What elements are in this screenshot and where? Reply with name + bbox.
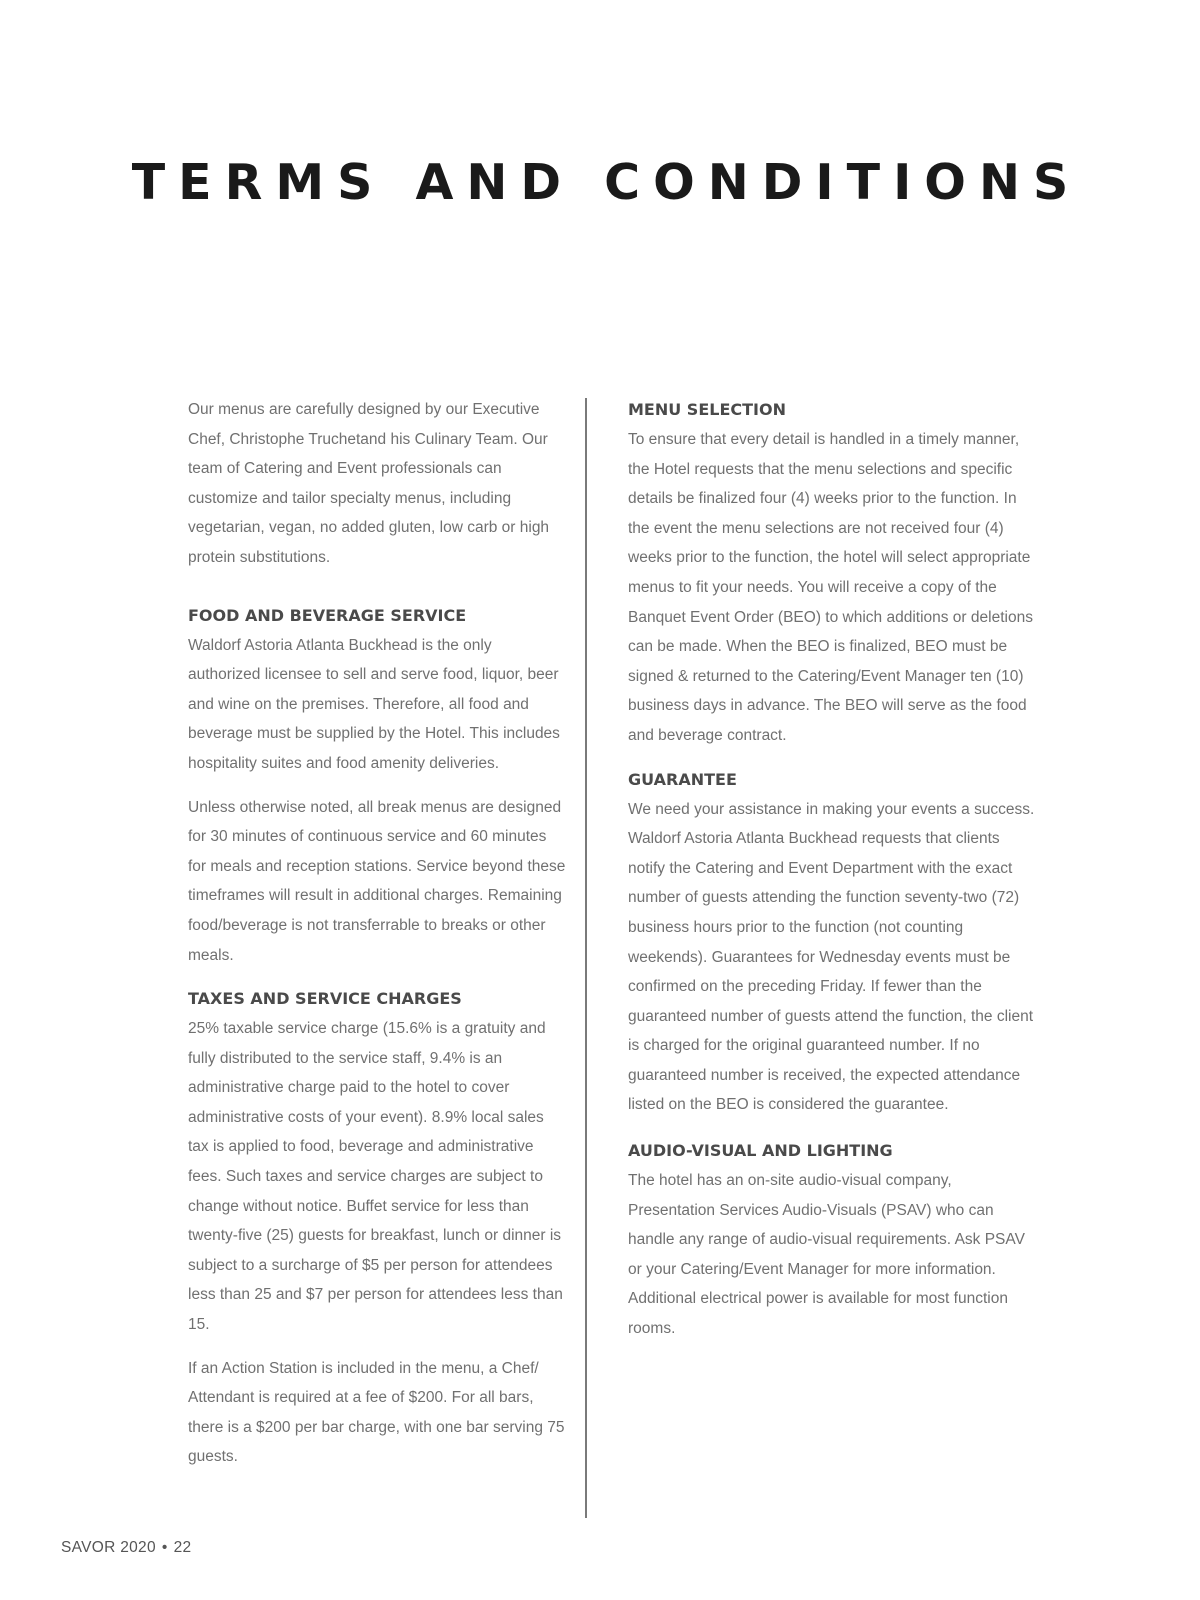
footer-separator: • [161, 1539, 168, 1556]
page-title: TERMS AND CONDITIONS [131, 154, 1082, 211]
page-footer [61, 1539, 191, 1557]
page-number: 22 [173, 1539, 192, 1556]
guarantee-heading: GUARANTEE [628, 769, 737, 789]
taxes-paragraph: 25% taxable service charge (15.6% is a gratuity and fully distributed to the service staff, 9.4% is an administrative charge paid to the hotel to cover administrative costs of your event). 8.9% local sales tax is applied to food, beverage and administrative fees. Such taxes and service charges are subject to change without notice. Buffet service for less than twenty-five (25) guests for breakfast, lunch or dinner is subject to a surcharge of $5 per person for attendees less than 25 and $7 per person for attendees less than 15. [188, 1020, 563, 1334]
menu-selection-heading: MENU SELECTION [628, 400, 786, 419]
action-station-paragraph: If an Action Station is included in the menu, a Chef/ Attendant is required at a fee of $200. For all bars, there is a $200 per bar charge, with one bar serving 75 guests. [188, 1359, 565, 1466]
column-divider [585, 398, 587, 1518]
intro-paragraph: Our menus are carefully designed by our Executive Chef, Christophe Truchetand his Culinary Team. Our team of Catering and Event professionals can customize and tailor specialty menus, including vegetarian, vegan, no added gluten, low carb or high protein substitutions. [188, 401, 550, 566]
audio-visual-heading: AUDIO-VISUAL AND LIGHTING [628, 1141, 893, 1161]
taxes-heading: TAXES AND SERVICE CHARGES [188, 989, 462, 1009]
food-beverage-paragraph: Waldorf Astoria Atlanta Buckhead is the only authorized licensee to sell and serve food, liquor, beer and wine on the premises. Therefore, all food and beverage must be supplied by the Hotel. This includes hospitality suites and food amenity deliveries. [188, 636, 560, 772]
right-column [628, 395, 1038, 1344]
food-beverage-heading: FOOD AND BEVERAGE SERVICE [188, 605, 467, 625]
publication-name: SAVOR 2020 [61, 1539, 156, 1556]
break-menus-paragraph: Unless otherwise noted, all break menus are designed for 30 minutes of continuous service and 60 minutes for meals and reception stations. Service beyond these timeframes will result in additional charges. Remaining food/beverage is not transferrable to breaks or other meals. [188, 798, 566, 964]
audio-visual-paragraph: The hotel has an on-site audio-visual company, Presentation Services Audio-Visuals (PSAV) who can handle any range of audio-visual requirements. Ask PSAV or your Catering/Event Manager for more information. Additional electrical power is available for most function rooms. [628, 1172, 1025, 1338]
guarantee-paragraph: We need your assistance in making your events a success. Waldorf Astoria Atlanta Buckhead requests that clients notify the Catering and Event Department with the exact number of guests attending the function seventy-two (72) business hours prior to the function (not counting weekends). Guarantees for Wednesday events must be confirmed on the preceding Friday. If fewer than the guaranteed number of guests attend the function, the client is charged for the original guaranteed number. If no guaranteed number is received, the expected attendance listed on the BEO is considered the guarantee. [628, 800, 1035, 1114]
menu-selection-paragraph: To ensure that every detail is handled in a timely manner, the Hotel requests that the menu selections and specific details be finalized four (4) weeks prior to the function. In the event the menu selections are not received four (4) weeks prior to the function, the hotel will select appropriate menus to fit your needs. You will receive a copy of the Banquet Event Order (BEO) to which additions or deletions can be made. When the BEO is finalized, BEO must be signed & returned to the Catering/Event Manager ten (10) business days in advance. The BEO will serve as the food and beverage contract. [628, 431, 1033, 744]
left-column [188, 395, 568, 1472]
